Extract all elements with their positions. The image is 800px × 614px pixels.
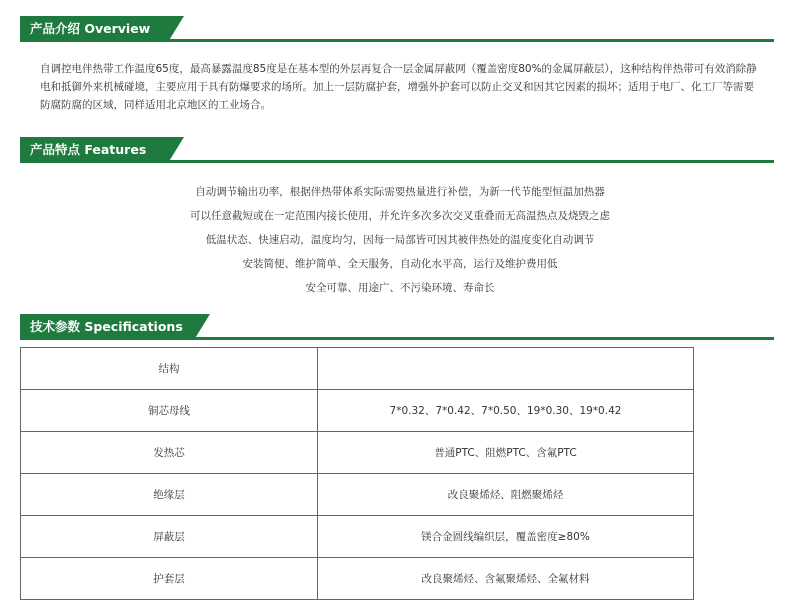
table-row — [21, 348, 694, 390]
features-heading-rule — [20, 160, 774, 163]
feature-line: 安全可靠、用途广、不污染环境、寿命长 — [305, 282, 495, 294]
features-heading: 产品特点 Features — [20, 137, 168, 163]
feature-line: 安装简便、维护简单、全天服务，自动化水平高，运行及维护费用低 — [242, 258, 558, 270]
spec-name: 铜芯母线 — [21, 390, 318, 432]
spec-name: 屏蔽层 — [21, 516, 318, 558]
spec-value: 7*0.32、7*0.42、7*0.50、19*0.30、19*0.42 — [318, 390, 694, 432]
specs-heading: 技术参数 Specifications — [20, 314, 194, 340]
table-row — [21, 474, 694, 516]
table-row — [21, 390, 694, 432]
overview-text: 自调控电伴热带工作温度65度，最高暴露温度85度是在基本型的外层再复合一层金属屏蔽网（覆盖密度80%的金属屏蔽层），这种结构伴热带可有效消除静电和抵御外来机械碰境，主要应用于具有防爆要求的场所。加上一层防腐护套，增强外护套可以防止交叉和因其它因素的损坏；适用于电厂、化工厂等需要防腐防腐的区域，同样适用北京地区的工业场合。 — [40, 63, 757, 111]
feature-line: 可以任意截短或在一定范围内接长使用，并允许多次多次交叉重叠而无高温热点及烧毁之虑 — [190, 210, 610, 222]
features-list — [40, 180, 760, 300]
features-section-header — [20, 137, 774, 163]
feature-line: 低温状态、快速启动，温度均匀，因每一局部皆可因其被伴热处的温度变化自动调节 — [205, 234, 595, 246]
spec-name: 护套层 — [21, 558, 318, 600]
spec-value — [318, 348, 694, 390]
specs-heading-rule — [20, 337, 774, 340]
spec-value: 改良聚烯烃、阻燃聚烯烃 — [318, 474, 694, 516]
overview-heading: 产品介绍 Overview — [20, 16, 168, 42]
table-row — [21, 558, 694, 600]
table-row — [21, 516, 694, 558]
spec-value: 镁合金圆线编织层，覆盖密度≥80% — [318, 516, 694, 558]
table-row — [21, 432, 694, 474]
spec-name: 结构 — [21, 348, 318, 390]
specs-table — [20, 347, 694, 600]
spec-value: 普通PTC、阻燃PTC、含氟PTC — [318, 432, 694, 474]
overview-section-header — [20, 16, 774, 42]
spec-value: 改良聚烯烃、含氟聚烯烃、全氟材料 — [318, 558, 694, 600]
spec-name: 绝缘层 — [21, 474, 318, 516]
overview-heading-rule — [20, 39, 774, 42]
spec-name: 发热芯 — [21, 432, 318, 474]
specs-section-header — [20, 314, 774, 340]
feature-line: 自动调节输出功率，根据伴热带体系实际需要热量进行补偿，为新一代节能型恒温加热器 — [195, 186, 605, 198]
